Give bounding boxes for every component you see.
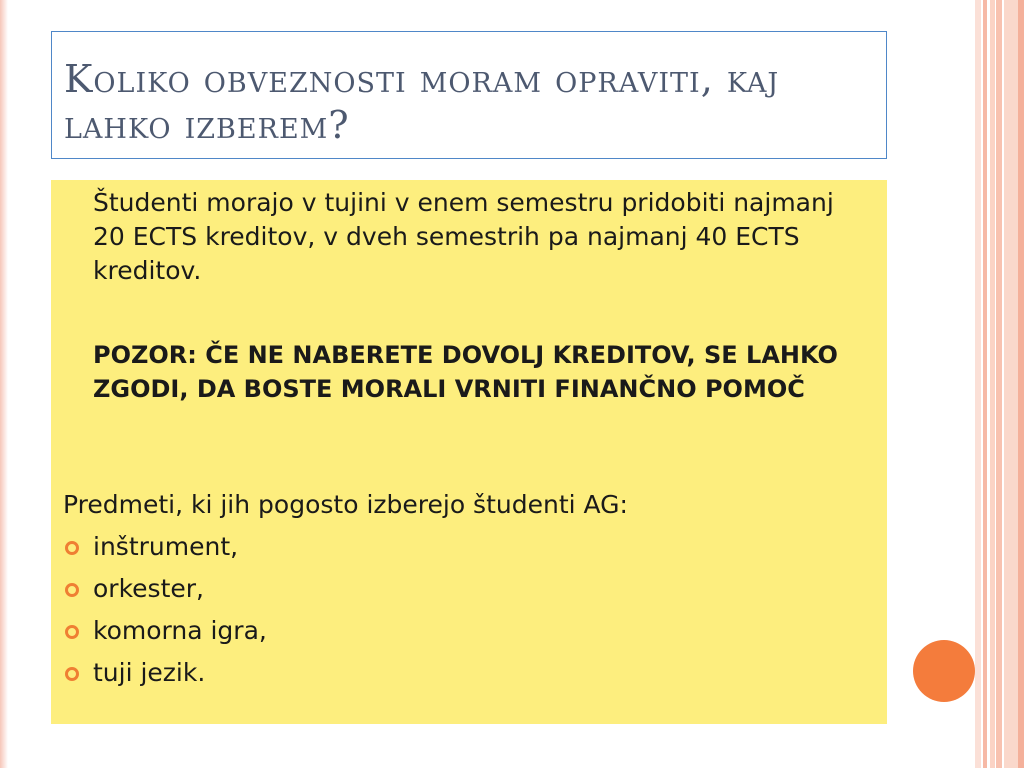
subject-list [63, 530, 267, 698]
list-intro: Predmeti, ki jih pogosto izberejo študenti AG: [63, 490, 628, 519]
title-box [51, 31, 887, 159]
list-item-label: orkester, [93, 574, 204, 603]
list-item [63, 572, 267, 614]
warning-paragraph: POZOR: ČE NE NABERETE DOVOLJ KREDITOV, SE LAHKO ZGODI, DA BOSTE MORALI VRNITI FINANČNO POMOČ [93, 341, 838, 403]
ring-bullet-icon [65, 667, 79, 681]
right-stripe-decoration [996, 0, 1002, 768]
list-item [63, 530, 267, 572]
right-stripe-decoration [983, 0, 987, 768]
slide-title: Koliko obveznosti moram opraviti, kaj lahko izberem? [64, 57, 780, 147]
ring-bullet-icon [65, 541, 79, 555]
orange-circle-decoration [913, 640, 975, 702]
left-edge-decoration [0, 0, 8, 768]
list-item [63, 656, 267, 698]
content-box [51, 180, 887, 724]
list-item-label: inštrument, [93, 532, 239, 561]
right-stripe-decoration [975, 0, 981, 768]
right-stripe-decoration [990, 0, 995, 768]
list-item-label: komorna igra, [93, 616, 267, 645]
list-item-label: tuji jezik. [93, 658, 206, 687]
right-stripe-decoration [1004, 0, 1018, 768]
right-stripe-decoration [1018, 0, 1024, 768]
ring-bullet-icon [65, 625, 79, 639]
list-item [63, 614, 267, 656]
credits-paragraph: Študenti morajo v tujini v enem semestru pridobiti najmanj 20 ECTS kreditov, v dveh semestrih pa najmanj 40 ECTS kreditov. [93, 188, 834, 285]
ring-bullet-icon [65, 583, 79, 597]
